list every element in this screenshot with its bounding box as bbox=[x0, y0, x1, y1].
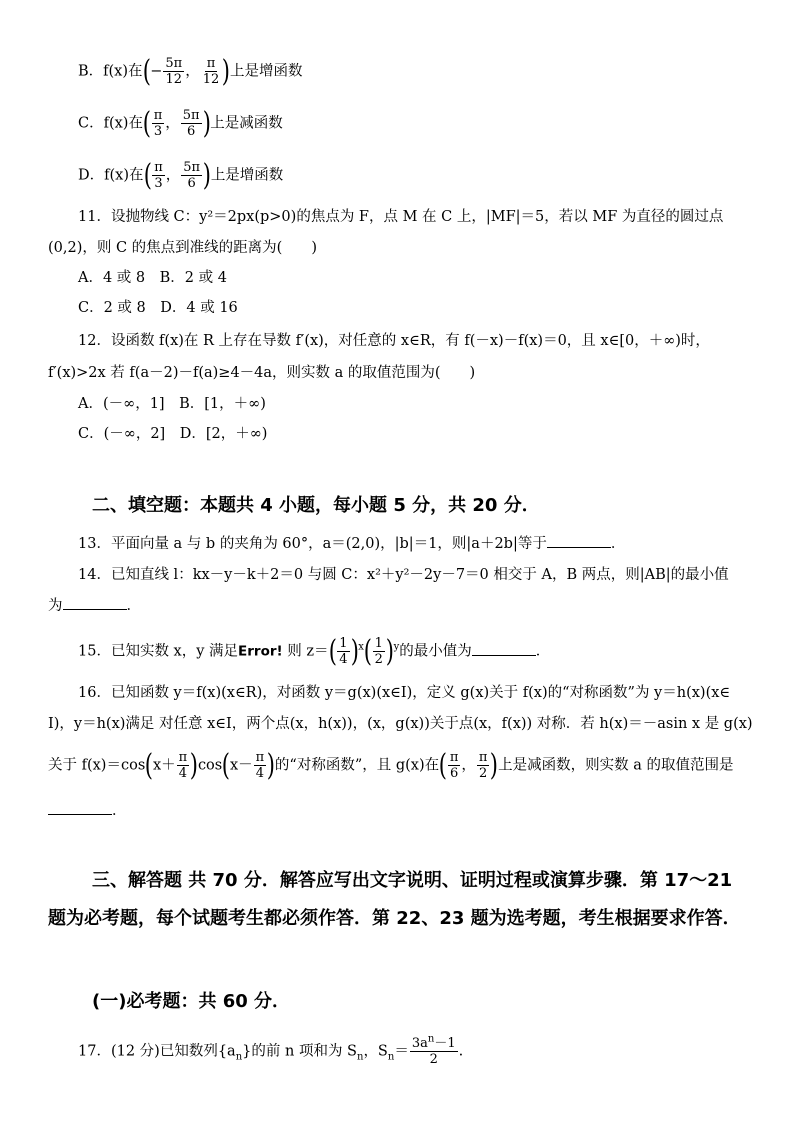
option-c: C．f(x)在( $\frac{\pi}{3}$ ， $\frac{5\pi}{6}$ )上是减函数 bbox=[78, 105, 283, 141]
q11-options-cd: C．2 或 8 D．4 或 16 bbox=[78, 300, 238, 316]
fraction: $\frac{5\pi}{6}$ bbox=[183, 160, 201, 191]
option-d: D．f(x)在( $\frac{\pi}{3}$ ， $\frac{5\pi}{6}$ )上是增函数 bbox=[78, 157, 284, 193]
section-3-heading: 三、解答题 共 70 分．解答应写出文字说明、证明过程或演算步骤．第 17～21 题为必考题，每个试题考生都必须作答．第 22、23 题为选考题，考生根据要求作答． bbox=[48, 870, 741, 929]
answer-blank bbox=[472, 641, 536, 656]
fraction: $\frac{5\pi}{12}$ bbox=[165, 56, 183, 87]
fraction: $\frac{1}{2}$ bbox=[374, 636, 383, 667]
fraction: $\frac{\pi}{4}$ bbox=[255, 750, 265, 781]
fraction: $\frac{\pi}{2}$ bbox=[478, 750, 488, 781]
fraction: $\frac{5\pi}{6}$ bbox=[182, 108, 200, 139]
fraction: $\frac{\pi}{6}$ bbox=[449, 750, 459, 781]
q13: 13．平面向量 a 与 b 的夹角为 60°，a＝(2,0)，|b|＝1，则|a＋2b|等于 ． bbox=[78, 533, 754, 554]
q15: 15．已知实数 x，y 满足Error! 则 z＝( $\frac{1}{4}$ )$^x$( $\frac{1}{2}$ )$^y$的最小值为 ． bbox=[78, 633, 551, 669]
answer-blank bbox=[48, 800, 112, 815]
q12-line1: 12．设函数 f(x)在 R 上存在导数 f′(x)，对任意的 x∈R，有 f(－x)－f(x)＝0，且 x∈[0，＋∞)时， bbox=[78, 333, 710, 349]
q17: 17．(12 分)已知数列$\{a_n\}$的前 n 项和为 $S_n$，$S_n=$ $\frac{3a^n-1}{2}$ . bbox=[78, 1033, 464, 1067]
q12-options-ab: A．(－∞，1] B．[1，＋∞) bbox=[78, 396, 266, 412]
error-marker: Error! bbox=[238, 643, 283, 660]
q16-line4: ． bbox=[48, 800, 754, 821]
option-b: B．f(x)在(− $\frac{5\pi}{12}$ ， $\frac{\pi}{12}$ )上是增函数 bbox=[78, 53, 303, 89]
answer-blank bbox=[63, 595, 127, 610]
q16-line1: 16．已知函数 y＝f(x)(x∈R)，对函数 y＝g(x)(x∈I)，定义 g(x)关于 f(x)的“对称函数”为 y＝h(x)(x∈ bbox=[78, 685, 731, 701]
fraction: $\frac{\pi}{4}$ bbox=[178, 750, 188, 781]
q11-line2: (0,2)，则 C 的焦点到准线的距离为( ) bbox=[48, 240, 317, 256]
q11-line1: 11．设抛物线 C：y²＝2px(p>0)的焦点为 F，点 M 在 C 上，|MF|＝5，若以 MF 为直径的圆过点 bbox=[78, 209, 724, 225]
q11-options-ab: A．4 或 8 B．2 或 4 bbox=[78, 270, 227, 286]
q16-line3: 关于 f(x)＝cos(x＋ $\frac{\pi}{4}$ )cos(x－ $\frac{\pi}{4}$ )的“对称函数”，且 g(x)在( $\frac{\pi}{6}$ ， $\frac{\pi}{2}$ )上是减函数，则实数 a 的取值范围是 bbox=[48, 747, 734, 783]
q12-options-cd: C．(－∞，2] D．[2，＋∞) bbox=[78, 426, 268, 442]
fraction: $\frac{\pi}{3}$ bbox=[153, 108, 163, 139]
section-2-heading: 二、填空题：本题共 4 小题，每小题 5 分，共 20 分． bbox=[92, 495, 540, 516]
fraction: $\frac{\pi}{12}$ bbox=[202, 56, 220, 87]
section-3-subheading: (一)必考题：共 60 分． bbox=[92, 991, 291, 1012]
q14-line1: 14．已知直线 l：kx－y－k＋2＝0 与圆 C：x²＋y²－2y－7＝0 相交于 A，B 两点，则|AB|的最小值 bbox=[78, 567, 729, 583]
q12-line2: f′(x)>2x 若 f(a－2)－f(a)≥4－4a，则实数 a 的取值范围为( ) bbox=[48, 365, 476, 381]
fraction: $\frac{3a^n-1}{2}$ bbox=[411, 1033, 456, 1067]
fraction: $\frac{1}{4}$ bbox=[339, 636, 348, 667]
q14-line2: 为 ． bbox=[48, 595, 754, 616]
fraction: $\frac{\pi}{3}$ bbox=[154, 160, 163, 191]
answer-blank bbox=[547, 533, 611, 548]
q16-line2: I)，y＝h(x)满足 对任意 x∈I，两个点(x，h(x))，(x，g(x))关于点(x，f(x)) 对称．若 h(x)＝－asin x 是 g(x) bbox=[48, 716, 753, 732]
